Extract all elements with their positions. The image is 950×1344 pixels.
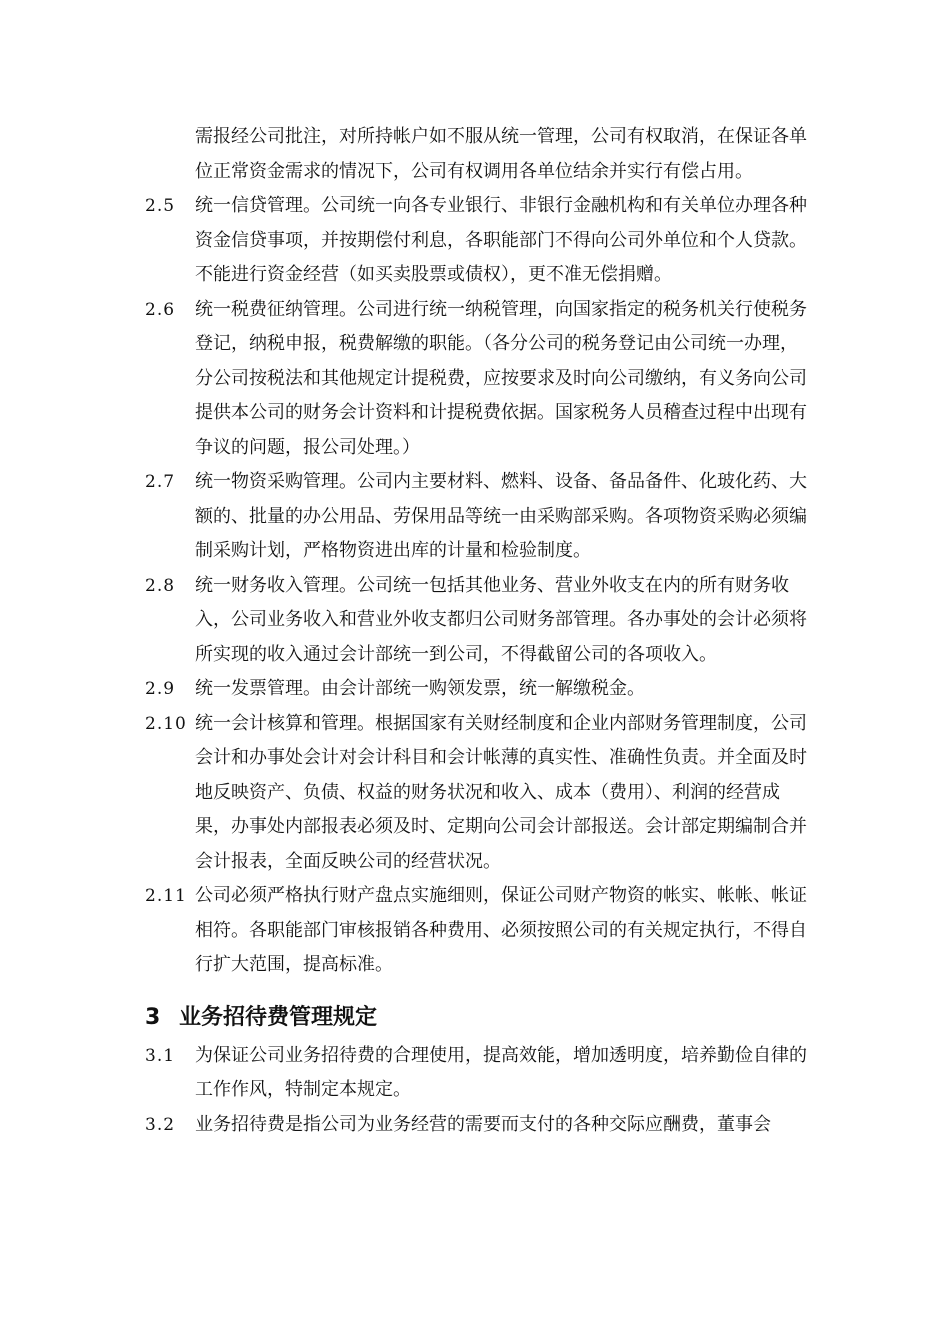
clause-text: 统一会计核算和管理。根据国家有关财经制度和企业内部财务管理制度，公司会计和办事处会计对会计科目和会计帐薄的真实性、准确性负责。并全面及时地反映资产、负债、权益的财务状况和收入、成本（费用）、利润的经营成果，办事处内部报表必须及时、定期向公司会计部报送。会计部定期编制合并会计报表，全面反映公司的经营状况。 — [195, 712, 807, 872]
clause-text: 统一信贷管理。公司统一向各专业银行、非银行金融机构和有关单位办理各种资金信贷事项，并按期偿付利息，各职能部门不得向公司外单位和个人贷款。不能进行资金经营（如买卖股票或债权），更不准无偿捐赠。 — [195, 195, 807, 285]
clause-text: 为保证公司业务招待费的合理使用，提高效能，增加透明度，培养勤俭自律的工作作风，特制定本规定。 — [195, 1044, 807, 1100]
section-number: 3 — [145, 1004, 161, 1030]
continuation-paragraph — [145, 120, 815, 189]
section-title: 业务招待费管理规定 — [179, 1004, 378, 1030]
clause-number: 2.6 — [145, 299, 176, 320]
clause-text: 统一财务收入管理。公司统一包括其他业务、营业外收支在内的所有财务收入，公司业务收入和营业外收支都归公司财务部管理。各办事处的会计必须将所实现的收入通过会计部统一到公司，不得截留公司的各项收入。 — [195, 574, 807, 665]
clause-3-1 — [145, 1039, 815, 1108]
clause-text: 统一物资采购管理。公司内主要材料、燃料、设备、备品备件、化玻化药、大额的、批量的办公用品、劳保用品等统一由采购部采购。各项物资采购必须编制采购计划，严格物资进出库的计量和检验制度。 — [195, 471, 807, 561]
clause-2-10 — [145, 707, 815, 880]
clause-number: 2.7 — [145, 472, 176, 492]
clause-text: 公司必须严格执行财产盘点实施细则，保证公司财产物资的帐实、帐帐、帐证相符。各职能部门审核报销各种费用、必须按照公司的有关规定执行，不得自行扩大范围，提高标准。 — [195, 885, 807, 975]
document-body — [145, 120, 815, 1142]
section-3-heading — [145, 1001, 815, 1035]
clause-2-11 — [145, 879, 815, 983]
clause-number: 3.1 — [145, 1045, 176, 1066]
clause-2-5 — [145, 189, 815, 293]
clause-number: 2.9 — [145, 679, 176, 699]
clause-2-7 — [145, 465, 815, 569]
clause-2-8 — [145, 569, 815, 673]
clause-2-9 — [145, 672, 815, 707]
clause-2-6 — [145, 293, 815, 466]
clause-text: 统一税费征纳管理。公司进行统一纳税管理，向国家指定的税务机关行使税务登记，纳税申报，税费解缴的职能。（各分公司的税务登记由公司统一办理，分公司按税法和其他规定计提税费，应按要求及时向公司缴纳，有义务向公司提供本公司的财务会计资料和计提税费依据。国家税务人员稽查过程中出现有争议的问题，报公司处理。） — [195, 298, 807, 458]
paragraph-text: 需报经公司批注，对所持帐户如不服从统一管理，公司有权取消，在保证各单位正常资金需求的情况下，公司有权调用各单位结余并实行有偿占用。 — [195, 126, 807, 182]
clause-number: 3.2 — [145, 1114, 176, 1135]
clause-text: 统一发票管理。由会计部统一购领发票，统一解缴税金。 — [195, 678, 645, 699]
clause-3-2 — [145, 1108, 815, 1143]
clause-number: 2.10 — [145, 713, 187, 734]
clause-number: 2.11 — [145, 886, 187, 906]
clause-text: 业务招待费是指公司为业务经营的需要而支付的各种交际应酬费，董事会 — [195, 1113, 771, 1135]
clause-number: 2.8 — [145, 575, 176, 596]
clause-number: 2.5 — [145, 196, 176, 216]
